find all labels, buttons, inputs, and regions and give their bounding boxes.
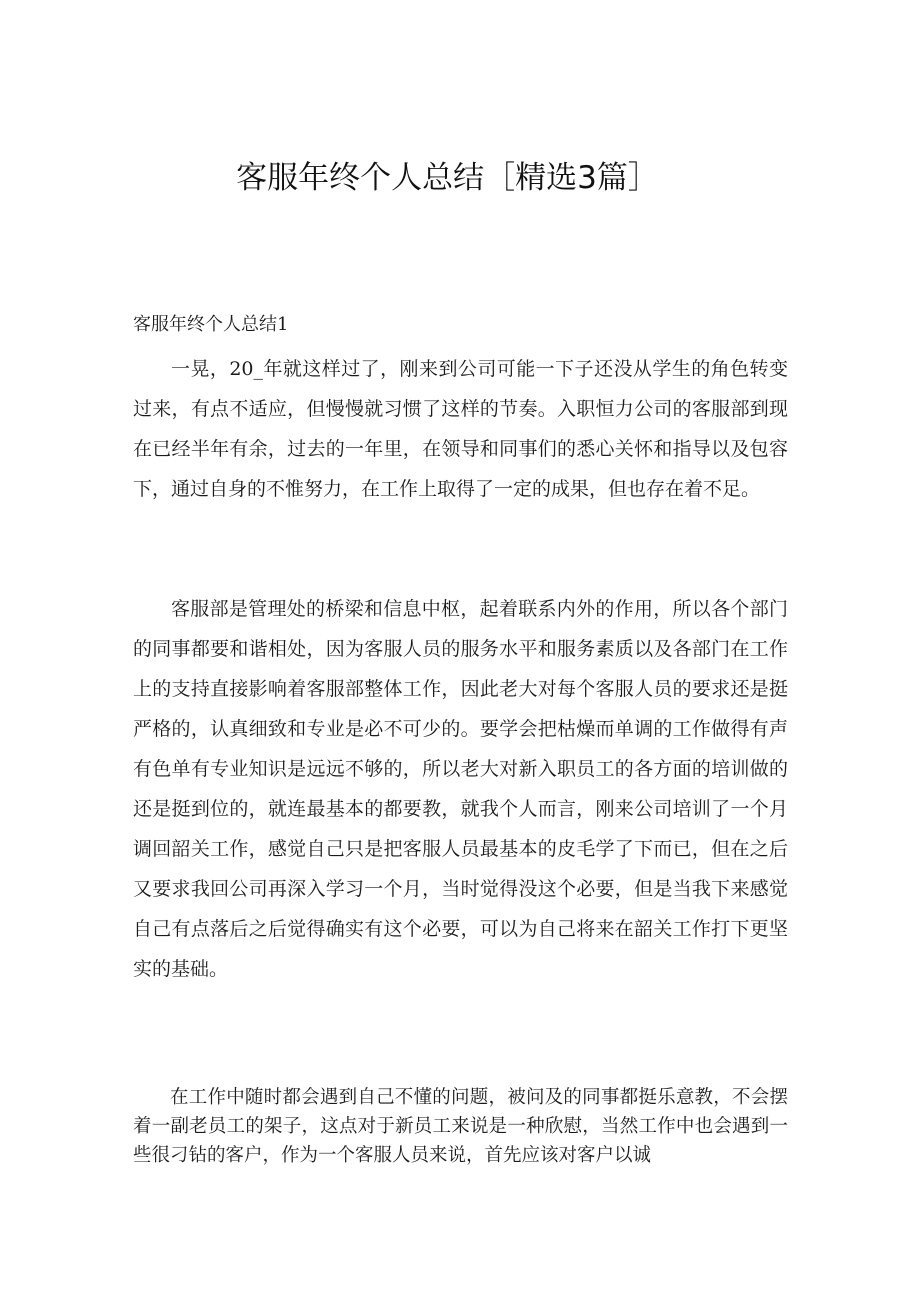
document-title: 客服年终个人总结［精选3篇］ xyxy=(236,160,659,196)
paragraph-3: 在工作中随时都会遇到自己不懂的问题，被问及的同事都挺乐意教，不会摆着一副老员工的架子，这点对于新员工来说是一种欣慰，当然工作中也会遇到一些很刁钻的客户，作为一个客服人员来说，首先应该对客户以诚 xyxy=(133,1087,788,1166)
section-heading: 客服年终个人总结1 xyxy=(133,314,289,335)
paragraph-2: 客服部是管理处的桥梁和信息中枢，起着联系内外的作用，所以各个部门的同事都要和谐相处，因为客服人员的服务水平和服务素质以及各部门在工作上的支持直接影响着客服部整体工作，因此老大对每个客服人员的要求还是挺严格的，认真细致和专业是必不可少的。要学会把枯燥而单调的工作做得有声有色单有专业知识是远远不够的，所以老大对新入职员工的各方面的培训做的还是挺到位的，就连最基本的都要教，就我个人而言，刚来公司培训了一个月调回韶关工作，感觉自己只是把客服人员最基本的皮毛学了下而已，但在之后又要求我回公司再深入学习一个月，当时觉得没这个必要，但是当我下来感觉自己有点落后之后觉得确实有这个必要，可以为自己将来在韶关工作打下更坚实的基础。 xyxy=(133,598,788,980)
paragraph-1: 一晃，20_年就这样过了，刚来到公司可能一下子还没从学生的角色转变过来，有点不适应，但慢慢就习惯了这样的节奏。入职恒力公司的客服部到现在已经半年有余，过去的一年里，在领导和同事们的悉心关怀和指导以及包容下，通过自身的不惟努力，在工作上取得了一定的成果，但也存在着不足。 xyxy=(133,358,788,500)
